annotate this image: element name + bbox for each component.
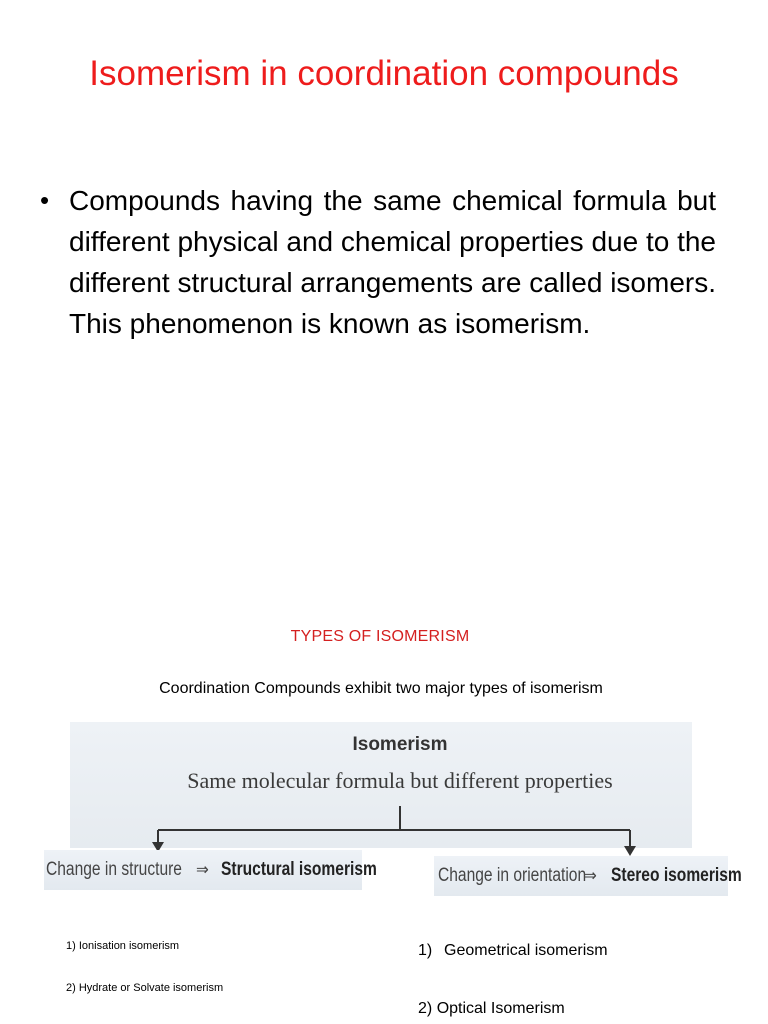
definition-text: Compounds having the same chemical formula but different physical and chemical properties due to the different structural arrangements are called isomers. This phenomenon is known as isomerism. xyxy=(69,185,716,339)
orientation-change-label: Change in orientation xyxy=(438,865,587,886)
diagram-subtitle: Same molecular formula but different properties xyxy=(187,768,613,793)
bullet-icon: • xyxy=(40,185,50,215)
double-arrow-icon: ⇒ xyxy=(584,866,597,885)
list-number: 2) xyxy=(418,1000,433,1017)
arrow-down-icon xyxy=(624,846,636,856)
structural-isomerism-label: Structural isomerism xyxy=(220,859,377,880)
stereo-isomerism-box xyxy=(434,856,742,896)
structural-isomerism-box xyxy=(44,850,377,890)
list-label: Geometrical isomerism xyxy=(444,942,608,959)
list-number: 1) xyxy=(418,942,433,959)
types-heading: TYPES OF ISOMERISM xyxy=(290,628,470,645)
stereo-list-item xyxy=(418,942,608,960)
stereo-list-item xyxy=(418,1000,565,1018)
stereo-isomerism-label: Stereo isomerism xyxy=(610,865,742,886)
diagram-title: Isomerism xyxy=(352,734,448,755)
double-arrow-icon: ⇒ xyxy=(196,860,209,879)
structure-change-label: Change in structure xyxy=(46,859,182,880)
list-label: Optical Isomerism xyxy=(436,1000,565,1017)
slide-title: Isomerism in coordination compounds xyxy=(89,54,679,93)
types-subheading: Coordination Compounds exhibit two major types of isomerism xyxy=(159,680,603,697)
structural-list-item: 1) Ionisation isomerism xyxy=(66,940,180,952)
structural-list-item: 2) Hydrate or Solvate isomerism xyxy=(66,982,224,994)
